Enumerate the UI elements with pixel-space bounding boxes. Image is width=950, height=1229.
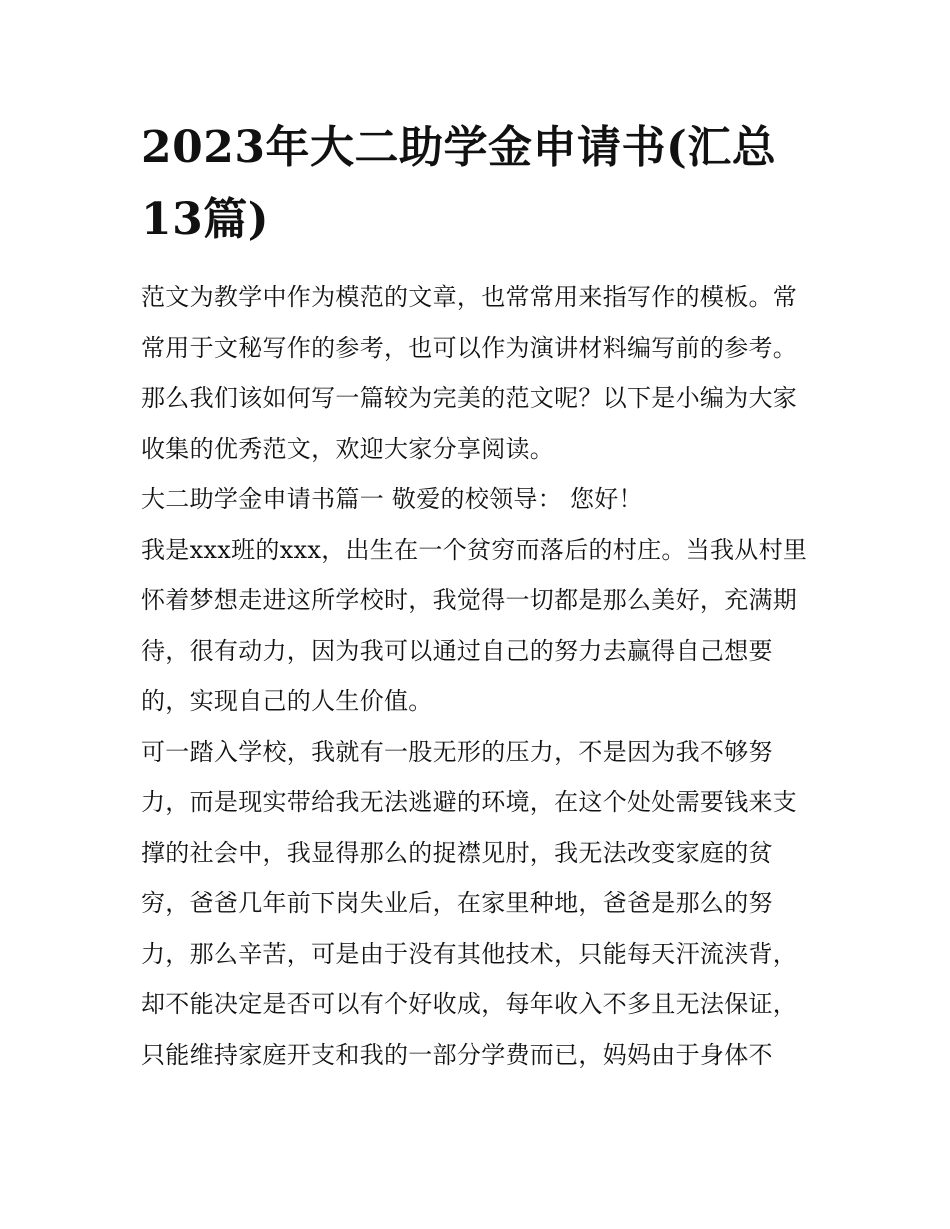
body-paragraph-2: 可一踏入学校，我就有一股无形的压力，不是因为我不够努力，而是现实带给我无法逃避的环境，在这个处处需要钱来支撑的社会中，我显得那么的捉襟见肘，我无法改变家庭的贫穷，爸爸几年前下岗失业后，在家里种地，爸爸是那么的努力，那么辛苦，可是由于没有其他技术，只能每天汗流浃背，却不能决定是否可以有个好收成，每年收入不多且无法保证，只能维持家庭开支和我的一部分学费而已，妈妈由于身体不	[141, 737, 798, 1069]
document-page	[141, 112, 813, 1080]
intro-paragraph: 范文为教学中作为模范的文章，也常常用来指写作的模板。常常用于文秘写作的参考，也可以作为演讲材料编写前的参考。那么我们该如何写一篇较为完美的范文呢？以下是小编为大家收集的优秀范文，欢迎大家分享阅读。	[141, 283, 798, 463]
document-title: 2023年大二助学金申请书(汇总13篇)	[141, 122, 777, 245]
salutation-paragraph: 大二助学金申请书篇一 敬爱的校领导： 您好！	[141, 485, 643, 513]
body-paragraph-1: 我是xxx班的xxx，出生在一个贫穷而落后的村庄。当我从村里怀着梦想走进这所学校时，我觉得一切都是那么美好，充满期待，很有动力，因为我可以通过自己的努力去赢得自己想要的，实现自己的人生价值。	[141, 535, 808, 715]
